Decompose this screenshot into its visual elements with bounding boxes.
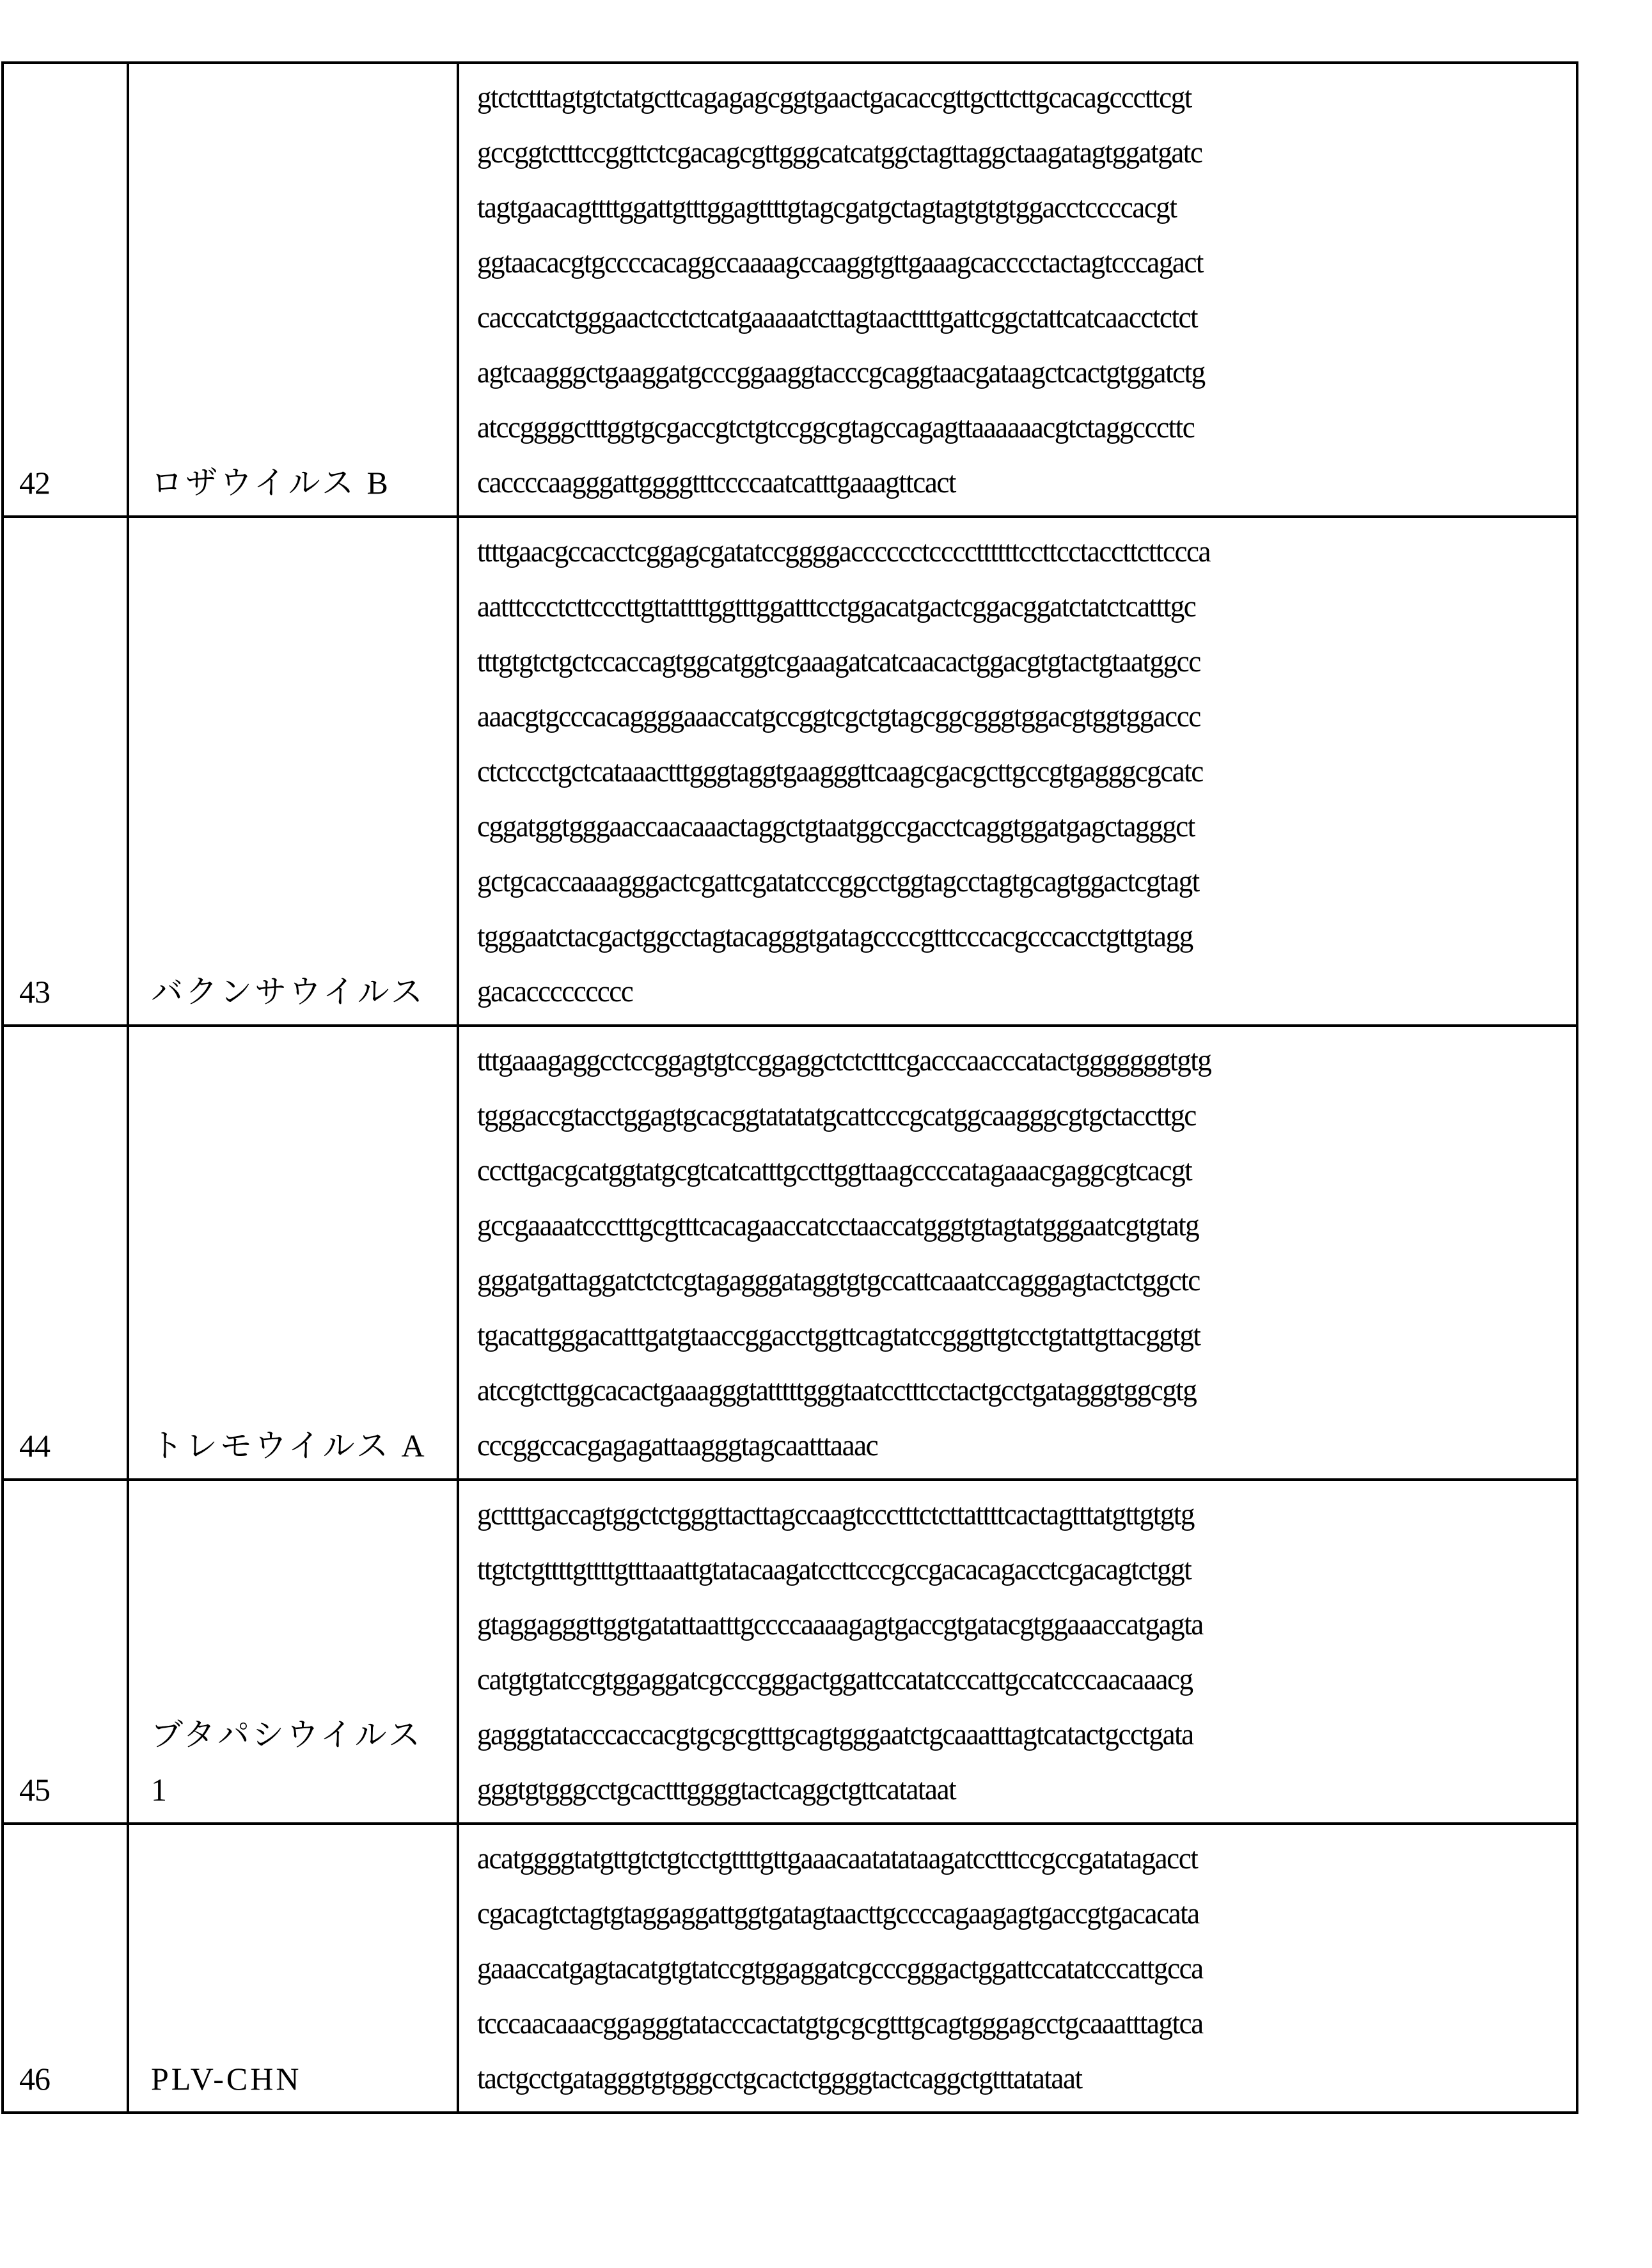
sequence-line: tgggaccgtacctggagtgcacggtatatatgcattcccgcatggcaagggcgtgctaccttgc	[477, 1099, 1196, 1132]
virus-name: トレモウイルス A	[128, 1026, 458, 1480]
sequence-line: gcttttgaccagtggctctgggttacttagccaagtccctttctcttattttcactagtttatgttgtgtg	[477, 1498, 1194, 1531]
sequence-line: tcccaacaaacggagggtatacccactatgtgcgcgtttgcagtgggagcctgcaaatttagtca	[477, 2006, 1203, 2040]
table-row	[3, 1026, 1577, 1480]
sequence-line: atccggggctttggtgcgaccgtctgtccggcgtagccagagttaaaaaacgtctaggcccttc	[477, 411, 1195, 444]
sequence-line: catgtgtatccgtggaggatcgcccgggactggattccatatcccattgccatcccaacaaacg	[477, 1662, 1193, 1696]
sequence-line: ttttgaacgccacctcggagcgatatccggggacccccctccccttttttccttcctaccttcttccca	[477, 535, 1211, 568]
sequence-line: gccggtctttccggttctcgacagcgttgggcatcatggctagttaggctaagatagtggatgatc	[477, 136, 1202, 169]
sequence-line: cgacagtctagtgtaggaggattggtgatagtaacttgccccagaagagtgaccgtgacacata	[477, 1897, 1199, 1930]
sequence-line: aaacgtgcccacaggggaaaccatgccggtcgctgtagcggcgggtggacgtggtggaccc	[477, 700, 1200, 733]
table-row	[3, 63, 1577, 517]
sequence-line: agtcaagggctgaaggatgcccggaaggtacccgcaggtaacgataagctcactgtggatctg	[477, 356, 1205, 389]
sequence-line: acatggggtatgttgtctgtcctgttttgttgaaacaatatataagatcctttccgccgatatagacct	[477, 1842, 1198, 1875]
sequence-line: atccgtcttggcacactgaaagggtatttttgggtaatcctttcctactgcctgatagggtggcgtg	[477, 1373, 1197, 1407]
sequence-line: cggatggtgggaaccaacaaactaggctgtaatggccgacctcaggtggatgagctagggct	[477, 809, 1195, 843]
sequence-line: gaaaccatgagtacatgtgtatccgtggaggatcgcccgggactggattccatatcccattgcca	[477, 1951, 1203, 1985]
sequence-line: cacccatctgggaactcctctcatgaaaaatcttagtaacttttgattcggctattcatcaacctctct	[477, 301, 1198, 334]
table-row	[3, 1480, 1577, 1824]
sequence-line: caccccaagggattggggtttccccaatcatttgaaagttcact	[477, 465, 956, 499]
sequence-line: ctctccctgctcataaactttgggtaggtgaagggttcaagcgacgcttgccgtgagggcgcatc	[477, 755, 1203, 788]
virus-name: ロザウイルス B	[128, 63, 458, 517]
sequence-cell	[458, 517, 1577, 1026]
sequence-id: 44	[3, 1026, 128, 1480]
sequence-line: aatttccctcttcccttgttattttggtttggatttcctggacatgactcggacggatctatctcatttgc	[477, 590, 1196, 623]
sequence-id: 45	[3, 1480, 128, 1824]
sequence-line: gctgcaccaaaagggactcgattcgatatcccggcctggtagcctagtgcagtggactcgtagt	[477, 864, 1199, 898]
sequence-line: gacaccccccccc	[477, 974, 633, 1008]
virus-name: PLV-CHN	[128, 1824, 458, 2113]
sequence-id: 43	[3, 517, 128, 1026]
sequence-line: gagggtatacccaccacgtgcgcgtttgcagtgggaatctgcaaatttagtcatactgcctgata	[477, 1717, 1193, 1751]
sequence-id: 42	[3, 63, 128, 517]
table-row	[3, 1824, 1577, 2113]
sequence-cell	[458, 1480, 1577, 1824]
table-row	[3, 517, 1577, 1026]
sequence-line: tttgaaagaggcctccggagtgtccggaggctctctttcgacccaacccatactgggggggtgtg	[477, 1044, 1211, 1077]
sequence-line: tagtgaacagttttggattgtttggagttttgtagcgatgctagtagtgtgtggacctccccacgt	[477, 191, 1177, 224]
sequence-line: gccgaaaatccctttgcgtttcacagaaccatcctaaccatgggtgtagtatgggaatcgtgtatg	[477, 1208, 1199, 1242]
sequence-id: 46	[3, 1824, 128, 2113]
sequence-line: gtaggagggttggtgatattaatttgccccaaaagagtgaccgtgatacgtggaaaccatgagta	[477, 1607, 1203, 1641]
sequence-cell	[458, 1026, 1577, 1480]
sequence-line: tttgtgtctgctccaccagtggcatggtcgaaagatcatcaacactggacgtgtactgtaatggcc	[477, 645, 1200, 678]
sequence-line: ggtaacacgtgccccacaggccaaaagccaaggtgttgaaagcacccctactagtcccagact	[477, 246, 1203, 279]
sequence-line: cccttgacgcatggtatgcgtcatcatttgccttggttaagccccatagaaacgaggcgtcacgt	[477, 1154, 1192, 1187]
virus-name: バクンサウイルス	[128, 517, 458, 1026]
sequence-cell	[458, 1824, 1577, 2113]
sequence-line: cccggccacgagagattaagggtagcaatttaaac	[477, 1428, 878, 1462]
sequence-line: tgggaatctacgactggcctagtacagggtgatagccccgtttcccacgcccacctgttgtagg	[477, 919, 1193, 953]
sequence-line: gtctctttagtgtctatgcttcagagagcggtgaactgacaccgttgcttcttgcacagcccttcgt	[477, 81, 1192, 114]
sequence-table	[1, 61, 1578, 2114]
sequence-line: gggtgtgggcctgcactttggggtactcaggctgttcatataat	[477, 1772, 956, 1806]
sequence-line: tactgcctgatagggtgtgggcctgcactctggggtactcaggctgtttatataat	[477, 2061, 1082, 2095]
virus-name: ブタパシウイルス 1	[128, 1480, 458, 1824]
sequence-cell	[458, 63, 1577, 517]
sequence-line: gggatgattaggatctctcgtagagggataggtgtgccattcaaatccagggagtactctggctc	[477, 1263, 1200, 1297]
sequence-line: tgacattgggacatttgatgtaaccggacctggttcagtatccgggttgtcctgtattgttacggtgt	[477, 1318, 1200, 1352]
sequence-line: ttgtctgttttgttttgtttaaattgtatacaagatccttcccgccgacacagacctcgacagtctggt	[477, 1552, 1192, 1586]
